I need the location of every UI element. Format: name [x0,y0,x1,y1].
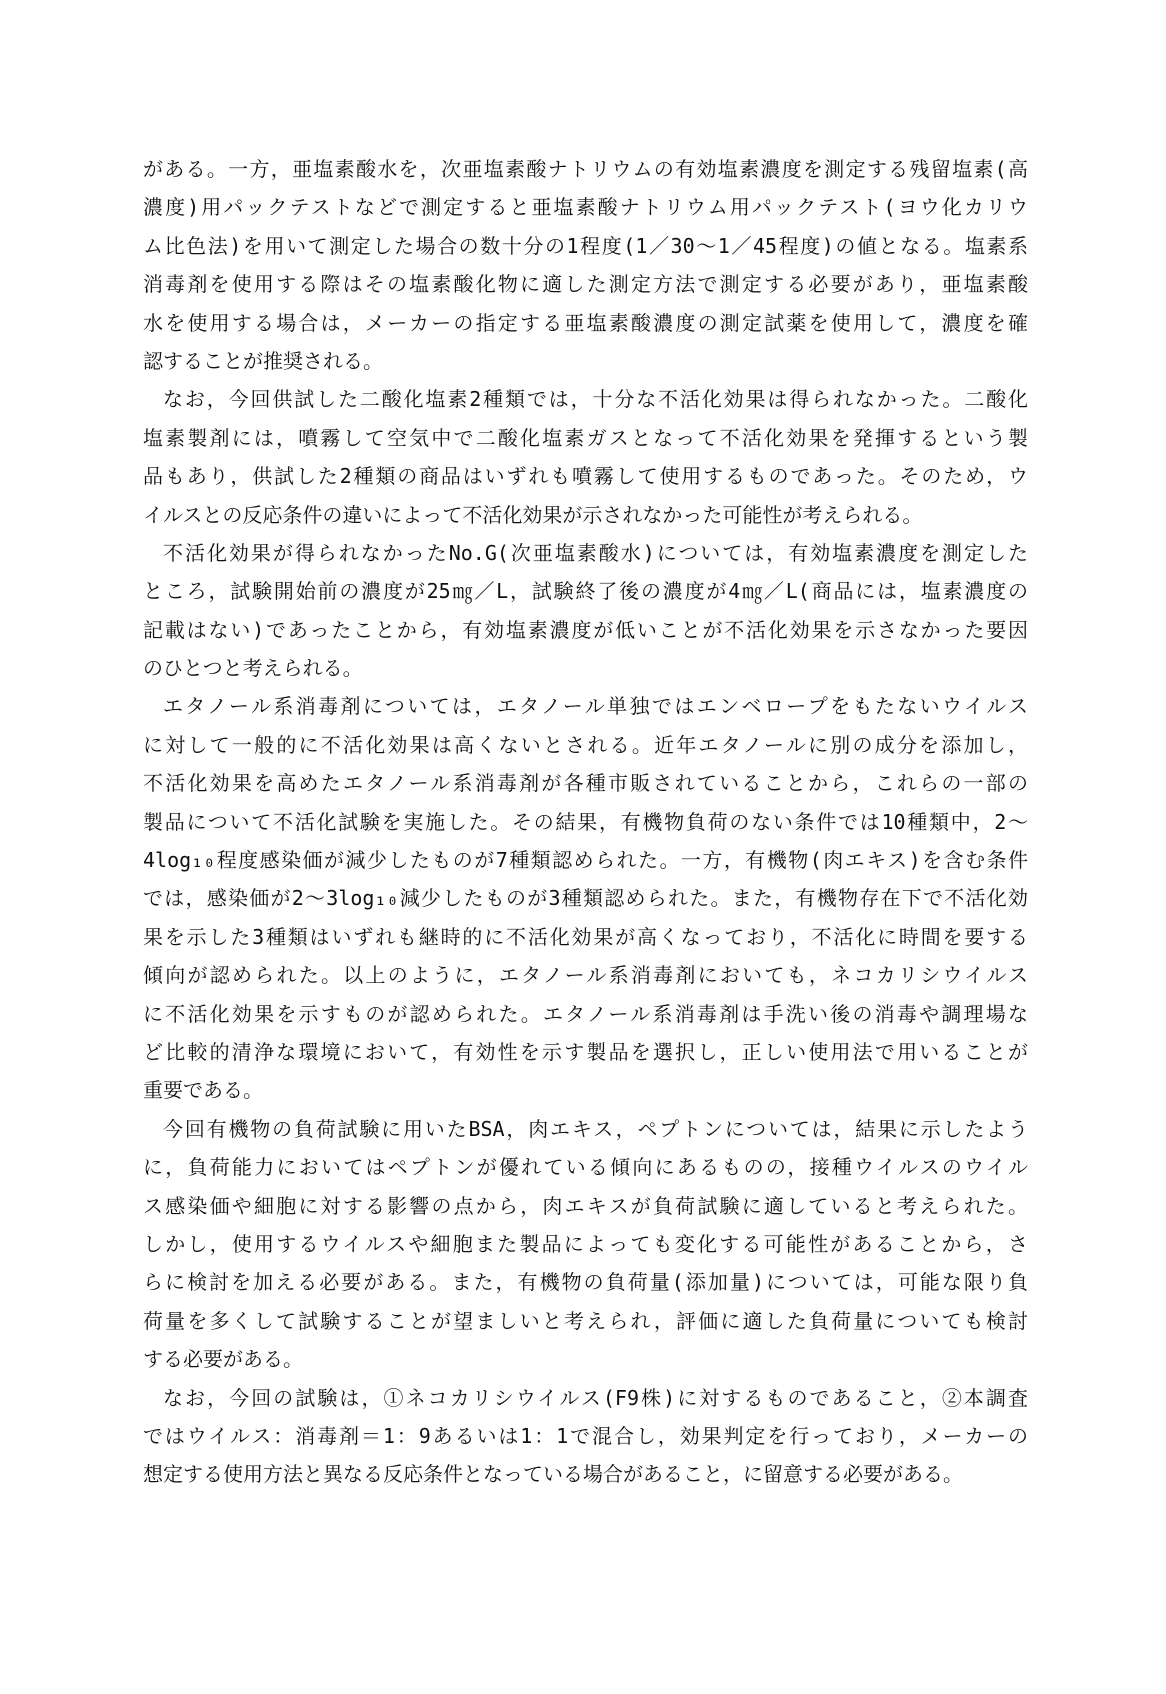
text-line: 傾向が認められた。以上のように，エタノール系消毒剤においても，ネコカリシウイルス [143,963,1028,988]
text-line: 製品について不活化試験を実施した。その結果，有機物負荷のない条件では10種類中，2～ [143,809,1028,834]
text-line: 消毒剤を使用する際はその塩素酸化物に適した測定方法で測定する必要があり，亜塩素酸 [143,272,1028,297]
text-line: なお，今回供試した二酸化塩素2種類では，十分な不活化効果は得られなかった。二酸化 [163,387,1028,412]
text-line: ム比色法)を用いて測定した場合の数十分の1程度(1／30～1／45程度)の値となる。塩素系 [143,233,1028,258]
text-line: 品もあり，供試した2種類の商品はいずれも噴霧して使用するものであった。そのため，ウ [143,464,1028,489]
text-line: 濃度)用パックテストなどで測定すると亜塩素酸ナトリウム用パックテスト(ヨウ化カリウ [143,195,1028,220]
text-line: 不活化効果を高めたエタノール系消毒剤が各種市販されていることから，これらの一部の [143,771,1028,796]
text-line: しかし，使用するウイルスや細胞また製品によっても変化する可能性があることから，さ [143,1231,1028,1256]
text-line: なお，今回の試験は，①ネコカリシウイルス(F9株)に対するものであること，②本調査 [163,1385,1028,1410]
text-line: 想定する使用方法と異なる反応条件となっている場合があること，に留意する必要がある。 [143,1462,963,1487]
text-line: に不活化効果を示すものが認められた。エタノール系消毒剤は手洗い後の消毒や調理場な [143,1001,1028,1026]
paragraph [143,1379,1028,1494]
text-line: のひとつと考えられる。 [143,656,363,681]
text-line: がある。一方，亜塩素酸水を，次亜塩素酸ナトリウムの有効塩素濃度を測定する残留塩素(高 [143,157,1028,181]
text-line: ではウイルス：消毒剤＝1：9あるいは1：1で混合し，効果判定を行っており，メーカーの [143,1423,1028,1448]
text-line: に対して一般的に不活化効果は高くないとされる。近年エタノールに別の成分を添加し， [143,732,1028,757]
text-line: ところ，試験開始前の濃度が25㎎／L，試験終了後の濃度が4㎎／L(商品には，塩素濃度の [143,579,1028,604]
document-body [143,150,1028,1494]
text-line: ど比較的清浄な環境において，有効性を示す製品を選択し，正しい使用法で用いることが [143,1039,1028,1064]
text-line: では，感染価が2～3log₁₀減少したものが3種類認められた。また，有機物存在下で不活化効 [143,886,1028,911]
text-line: 水を使用する場合は，メーカーの指定する亜塩素酸濃度の測定試薬を使用して，濃度を確 [143,310,1028,335]
text-line: イルスとの反応条件の違いによって不活化効果が示されなかった可能性が考えられる。 [143,502,923,527]
text-line: エタノール系消毒剤については，エタノール単独ではエンベロープをもたないウイルス [163,694,1028,719]
paragraph [143,534,1028,688]
text-line: 荷量を多くして試験することが望ましいと考えられ，評価に適した負荷量についても検討 [143,1308,1028,1333]
paragraph [143,150,1028,380]
text-line: 塩素製剤には，噴霧して空気中で二酸化塩素ガスとなって不活化効果を発揮するという製 [143,425,1028,450]
text-line: 今回有機物の負荷試験に用いたBSA，肉エキス，ペプトンについては，結果に示したよう [163,1116,1028,1141]
text-line: に，負荷能力においてはペプトンが優れている傾向にあるものの，接種ウイルスのウイル [143,1155,1028,1180]
text-line: ス感染価や細胞に対する影響の点から，肉エキスが負荷試験に適していると考えられた。 [143,1193,1028,1218]
paragraph [143,380,1028,534]
text-line: 4log₁₀程度感染価が減少したものが7種類認められた。一方，有機物(肉エキス)を含む条件 [143,848,1028,873]
text-line: 果を示した3種類はいずれも継時的に不活化効果が高くなっており，不活化に時間を要する [143,924,1028,949]
text-line: 認することが推奨される。 [143,348,383,373]
text-line: 記載はない)であったことから，有効塩素濃度が低いことが不活化効果を示さなかった要因 [143,617,1028,642]
paragraph [143,687,1028,1109]
text-line: 重要である。 [143,1078,263,1103]
text-line: する必要がある。 [143,1347,303,1372]
text-line: 不活化効果が得られなかったNo.G(次亜塩素酸水)については，有効塩素濃度を測定した [163,540,1028,565]
text-line: らに検討を加える必要がある。また，有機物の負荷量(添加量)については，可能な限り負 [143,1270,1028,1295]
paragraph [143,1110,1028,1379]
